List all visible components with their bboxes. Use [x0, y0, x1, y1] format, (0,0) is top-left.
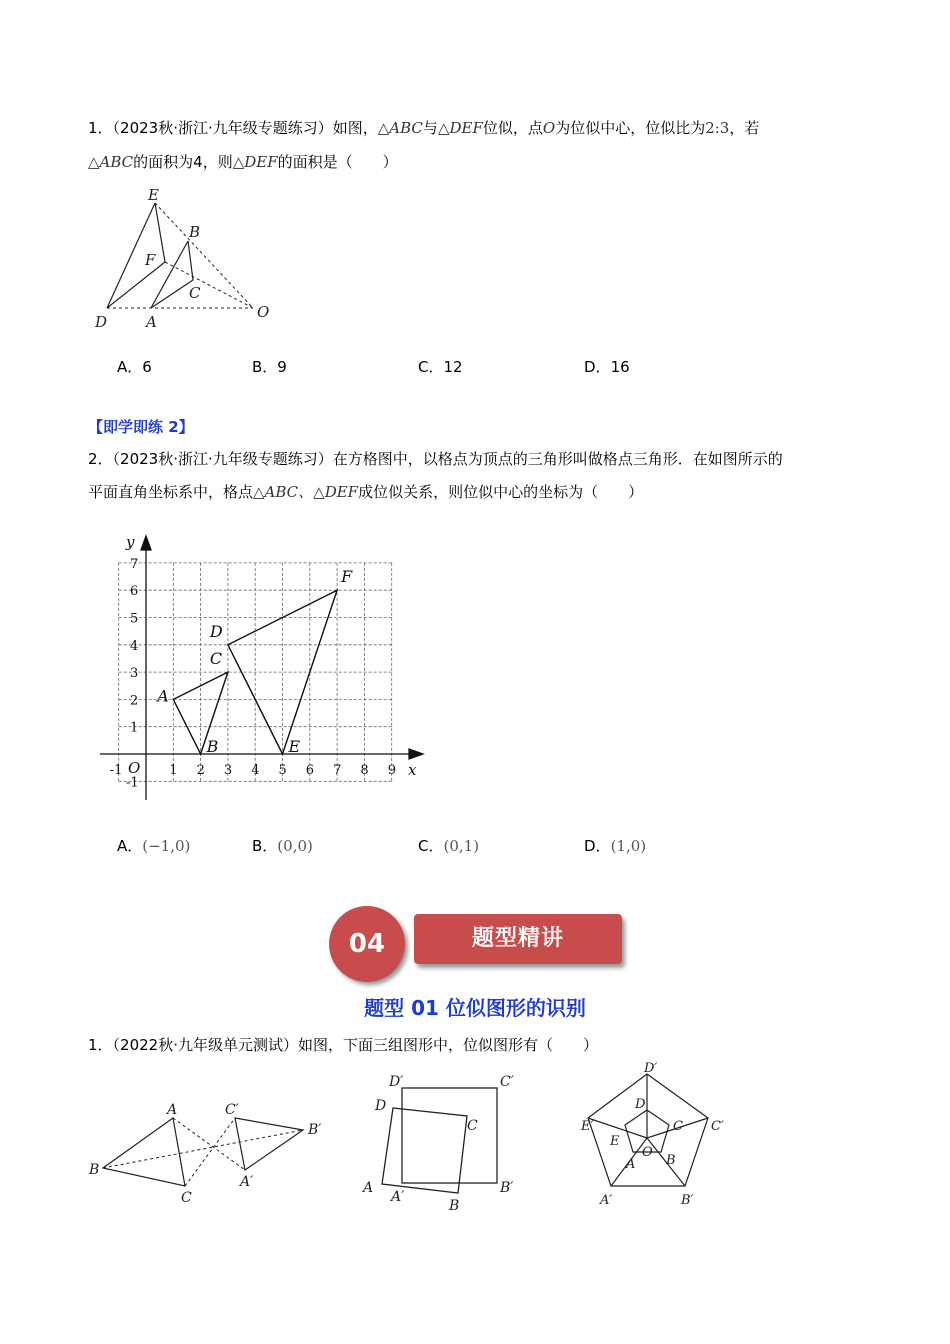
q1-with: 与	[422, 119, 438, 137]
q3-f1-label-b: B	[89, 1162, 100, 1178]
q2-x-tick-label: 7	[333, 763, 342, 778]
q3-f1-tri-a1b1c1	[235, 1118, 303, 1170]
q2-origin-label: O	[128, 759, 141, 777]
q1-label-a: A	[146, 313, 157, 331]
q3-f1-label-c1: C′	[225, 1102, 239, 1118]
q3-figure-1	[85, 1098, 335, 1213]
q2-y-arrow	[141, 536, 151, 550]
q2-x-tick-label: 1	[169, 763, 178, 778]
q3-f3-label-b: B	[666, 1153, 676, 1168]
q3-f3-label-e: E	[610, 1134, 620, 1149]
q3-f2-label-a: A	[363, 1180, 374, 1196]
q3-f2-label-b1: B′	[500, 1180, 514, 1196]
q2-y-tick-label: 4	[130, 638, 139, 654]
q2-y-tick-label: 5	[130, 611, 139, 627]
badge-label: 题型精讲	[471, 926, 564, 951]
q2-tris: △ABC、△DEF	[253, 483, 359, 501]
q3-f1-label-a: A	[167, 1102, 178, 1118]
badge-number: 04	[348, 929, 386, 959]
q3-f2-tilted-square	[382, 1108, 467, 1193]
q2-option-a[interactable]: A．(−1,0)	[117, 837, 191, 855]
q3-f3-label-b1: B′	[681, 1193, 694, 1208]
q3-f1-label-c: C	[181, 1190, 192, 1206]
q1-dash-eo	[155, 203, 253, 308]
q2-x-tick-label: 6	[305, 763, 315, 778]
q2-axis-x-label: x	[408, 761, 417, 779]
q2-line2	[88, 481, 643, 503]
q3-f3-label-e1: E′	[581, 1119, 594, 1134]
q2-x-arrow	[409, 749, 423, 759]
q2-y-tick-label: -1	[126, 775, 139, 791]
q1-figure	[85, 185, 285, 335]
q3-figure-3	[575, 1058, 740, 1218]
q1-mid2: 为位似中心，位似比为	[555, 119, 706, 137]
q2-point-label-e: E	[288, 737, 301, 756]
q2-x-tick-label: 2	[196, 763, 205, 778]
q2-option-c[interactable]: C．(0,1)	[418, 837, 480, 855]
q2-y-tick-label: 2	[130, 693, 139, 709]
q3-f2-label-d: D	[375, 1098, 387, 1114]
q1-label-b: B	[189, 223, 201, 241]
q1-seg-ba	[151, 241, 188, 308]
q1-mid1: 位似，点	[482, 119, 543, 137]
q2-x-tick-label: -1	[109, 763, 123, 778]
q2-line2-end: 成位似关系，则位似中心的坐标为（ ）	[358, 483, 644, 501]
q2-x-tick-label: 3	[223, 763, 233, 778]
q3-f3-label-d1: D′	[644, 1061, 658, 1076]
q1-line2-end: 的面积是（ ）	[277, 153, 398, 171]
q2-option-d[interactable]: D．(1,0)	[584, 837, 647, 855]
q1-ratio: 2:3	[705, 119, 730, 137]
q3-f1-label-b1: B′	[308, 1122, 322, 1138]
q3-f2-label-c1: C′	[500, 1074, 514, 1090]
q2-x-tick-label: 4	[251, 763, 260, 778]
q1-label-c: C	[189, 284, 201, 302]
q2-point-label-a: A	[157, 686, 169, 706]
q2-line1	[88, 448, 783, 470]
q3-f3-label-a: A	[626, 1157, 636, 1172]
q3-f3-label-d: D	[635, 1097, 646, 1112]
q1-line1	[88, 117, 759, 139]
q3-f3-label-o: O	[642, 1145, 653, 1160]
q2-point-label-c: C	[209, 649, 223, 669]
q2-x-tick-label: 8	[360, 763, 369, 778]
q3-f3-outer-pentagon	[588, 1074, 708, 1186]
q3-text: （2022秋·九年级单元测试）如图，下面三组图形中，位似图形有（ ）	[112, 1036, 598, 1054]
q2-number: 2．	[88, 450, 113, 468]
q2-point-label-f: F	[341, 567, 353, 587]
q3-f3-label-c1: C′	[711, 1119, 724, 1134]
q2-x-tick-label: 5	[278, 763, 287, 778]
q1-label-o: O	[257, 303, 270, 321]
section-title: 题型 01 位似图形的识别	[364, 996, 586, 1020]
q3-f3-label-a1: A′	[600, 1193, 613, 1208]
q1-label-e: E	[148, 186, 159, 204]
q1-label-f: F	[145, 251, 156, 269]
q1-tri-def2: △DEF	[232, 153, 278, 171]
q2-y-tick-label: 3	[130, 666, 139, 682]
q3-f1-tri-abc	[103, 1118, 185, 1186]
q2-y-tick-label: 7	[130, 556, 139, 572]
q3-f2-big-square	[402, 1088, 497, 1183]
q3-f2-label-a1: A′	[391, 1189, 405, 1205]
q1-end1: ，若	[729, 119, 760, 137]
q3-f2-label-d1: D′	[389, 1074, 404, 1090]
q2-line2-start: 平面直角坐标系中，格点	[88, 483, 254, 501]
q3-f2-label-c: C	[467, 1118, 478, 1134]
q1-tri-abc2: △ABC	[88, 153, 134, 171]
q1-label-d: D	[95, 313, 108, 331]
q1-option-d[interactable]: D．16	[584, 358, 630, 376]
q1-seg-fd	[107, 262, 165, 308]
q3-line	[88, 1034, 598, 1056]
q1-seg-ca	[151, 280, 193, 308]
q1-dash-fo	[165, 262, 253, 308]
q2-coordinate-grid	[95, 530, 430, 805]
practice-heading: 【即学即练 2】	[88, 418, 194, 436]
q1-tri-abc: △ABC	[377, 119, 423, 137]
q1-point-o: O	[542, 119, 556, 137]
q2-x-tick-label: 9	[387, 763, 396, 778]
q1-line2	[88, 151, 398, 173]
q2-line1-text: （2023秋·浙江·九年级专题练习）在方格图中，以格点为顶点的三角形叫做格点三角形．在如图所示的	[112, 450, 783, 468]
q3-figure-2	[355, 1068, 530, 1218]
q1-source: （2023秋·浙江·九年级专题练习）如图，	[112, 119, 378, 137]
q1-tri-def: △DEF	[437, 119, 483, 137]
q2-y-tick-label: 6	[130, 584, 139, 600]
q3-f2-label-b: B	[449, 1198, 460, 1214]
q1-option-a[interactable]: A．6	[117, 358, 152, 376]
q2-point-label-b: B	[206, 737, 219, 756]
q1-number: 1．	[88, 119, 113, 137]
q3-f3-label-c: C	[673, 1119, 683, 1134]
q3-f1-label-a1: A′	[240, 1174, 254, 1190]
q1-line2-text: 的面积为4，则	[133, 153, 233, 171]
q2-y-tick-label: 1	[130, 720, 139, 736]
q3-number: 1．	[88, 1036, 113, 1054]
q2-axis-y-label: y	[126, 533, 135, 551]
q2-option-b[interactable]: B．(0,0)	[252, 837, 313, 855]
q1-option-c[interactable]: C．12	[418, 358, 463, 376]
q1-option-b[interactable]: B．9	[252, 358, 287, 376]
q2-point-label-d: D	[209, 621, 223, 641]
